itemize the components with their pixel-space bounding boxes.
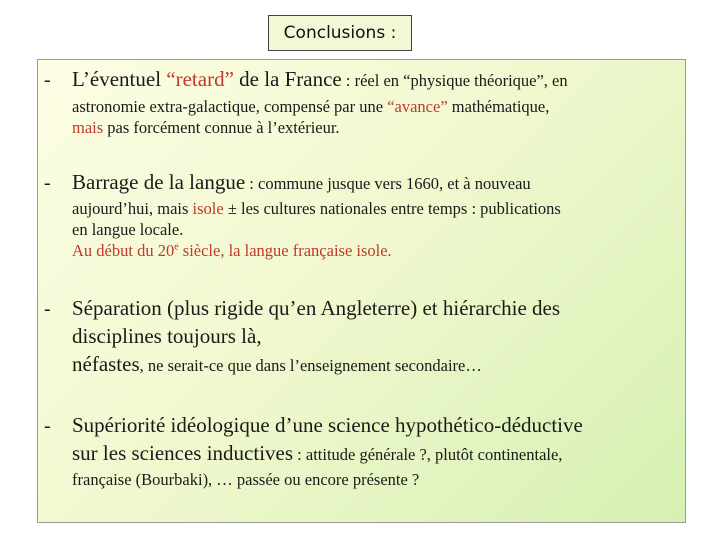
- content-panel: [37, 59, 686, 523]
- bullet-3-line-1: Séparation (plus rigide qu’en Angleterre) et hiérarchie des: [72, 296, 561, 320]
- bullet-dash: -: [44, 298, 51, 320]
- bullet-3-line-3: néfastes, ne serait-ce que dans l’enseignement secondaire…: [72, 352, 482, 376]
- bullet-dash: -: [44, 69, 51, 91]
- bullet-2-line-1: Barrage de la langue : commune jusque vers 1660, et à nouveau: [72, 170, 531, 194]
- bullet-1-line-1: L’éventuel “retard” de la France : réel en “physique théorique”, en: [72, 67, 568, 91]
- bullet-dash: -: [44, 172, 51, 194]
- slide-title: Conclusions :: [268, 15, 412, 51]
- bullet-3-line-2: disciplines toujours là,: [72, 324, 262, 348]
- bullet-4-line-2: sur les sciences inductives : attitude générale ?, plutôt continentale,: [72, 441, 563, 465]
- bullet-4-line-3: française (Bourbaki), … passée ou encore présente ?: [72, 470, 420, 489]
- bullet-4-line-1: Supériorité idéologique d’une science hypothético-déductive: [72, 413, 583, 437]
- bullet-dash: -: [44, 415, 51, 437]
- bullet-1-line-2: astronomie extra-galactique, compensé par une “avance” mathématique,: [72, 97, 550, 116]
- bullet-2-line-3: en langue locale.: [72, 220, 184, 239]
- bullet-2-line-2: aujourd’hui, mais isole ± les cultures nationales entre temps : publications: [72, 199, 561, 218]
- bullet-1-line-3: mais pas forcément connue à l’extérieur.: [72, 118, 340, 137]
- bullet-2-line-4: Au début du 20e siècle, la langue française isole.: [72, 241, 392, 260]
